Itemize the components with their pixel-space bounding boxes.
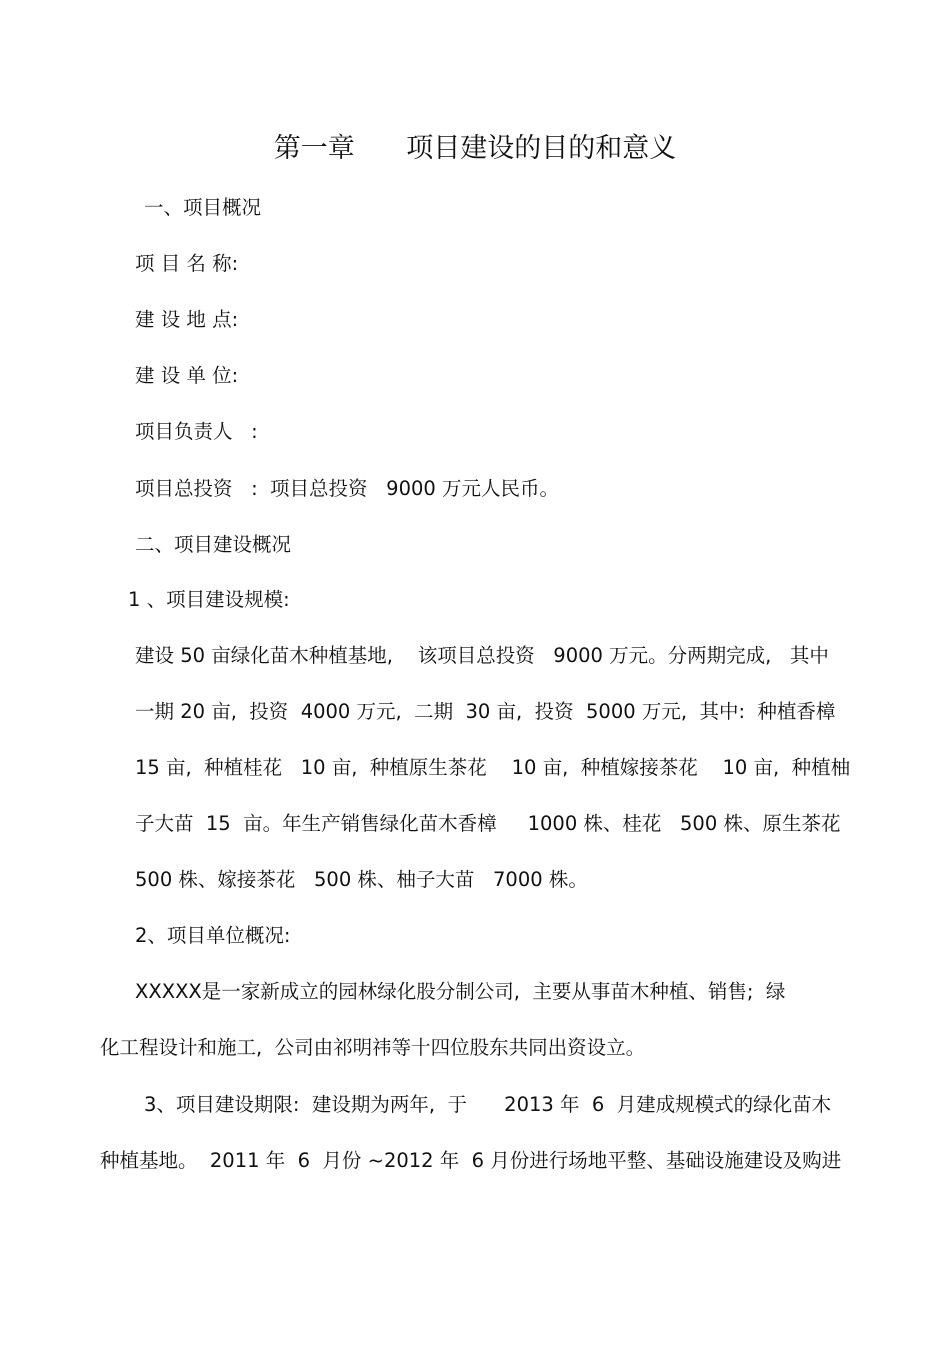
paragraph-line: 一期 20 亩, 投资 4000 万元, 二期 30 亩, 投资 5000 万元, 其中: 种植香樟 bbox=[135, 700, 836, 723]
chapter-title: 第一章 项目建设的目的和意义 bbox=[273, 133, 677, 164]
section-heading-overview: 一、项目概况 bbox=[144, 196, 262, 219]
paragraph-line: 子大苗 15 亩。年生产销售绿化苗木香樟 1000 株、桂花 500 株、原生茶花 bbox=[135, 812, 841, 835]
paragraph-line: 种植基地。 2011 年 6 月份 ~2012 年 6 月份进行场地平整、基础设施建设及购进 bbox=[100, 1149, 842, 1172]
section-heading-construction: 二、项目建设概况 bbox=[135, 533, 292, 556]
subheading-period: 3、项目建设期限: 建设期为两年, 于 2013 年 6 月建成规模式的绿化苗木 bbox=[144, 1093, 832, 1116]
subheading-scale: 1 、项目建设规模: bbox=[128, 588, 290, 611]
subheading-unit-overview: 2、项目单位概况: bbox=[135, 924, 291, 947]
paragraph-line: 化工程设计和施工, 公司由祁明祎等十四位股东共同出资设立。 bbox=[100, 1036, 646, 1059]
field-unit: 建 设 单 位: bbox=[135, 364, 239, 387]
paragraph-line: 15 亩, 种植桂花 10 亩, 种植原生茶花 10 亩, 种植嫁接茶花 10 亩, 种植柚 bbox=[135, 756, 851, 779]
paragraph-line: 500 株、嫁接茶花 500 株、柚子大苗 7000 株。 bbox=[135, 868, 588, 891]
field-project-name: 项 目 名 称: bbox=[135, 252, 239, 275]
field-manager: 项目负责人 : bbox=[135, 420, 258, 443]
paragraph-line: XXXXX是一家新成立的园林绿化股分制公司, 主要从事苗木种植、销售; 绿 bbox=[135, 980, 786, 1003]
field-location: 建 设 地 点: bbox=[135, 308, 239, 331]
paragraph-line: 建设 50 亩绿化苗木种植基地, 该项目总投资 9000 万元。分两期完成, 其中 bbox=[135, 644, 829, 667]
field-total-investment: 项目总投资 : 项目总投资 9000 万元人民币。 bbox=[135, 477, 559, 500]
